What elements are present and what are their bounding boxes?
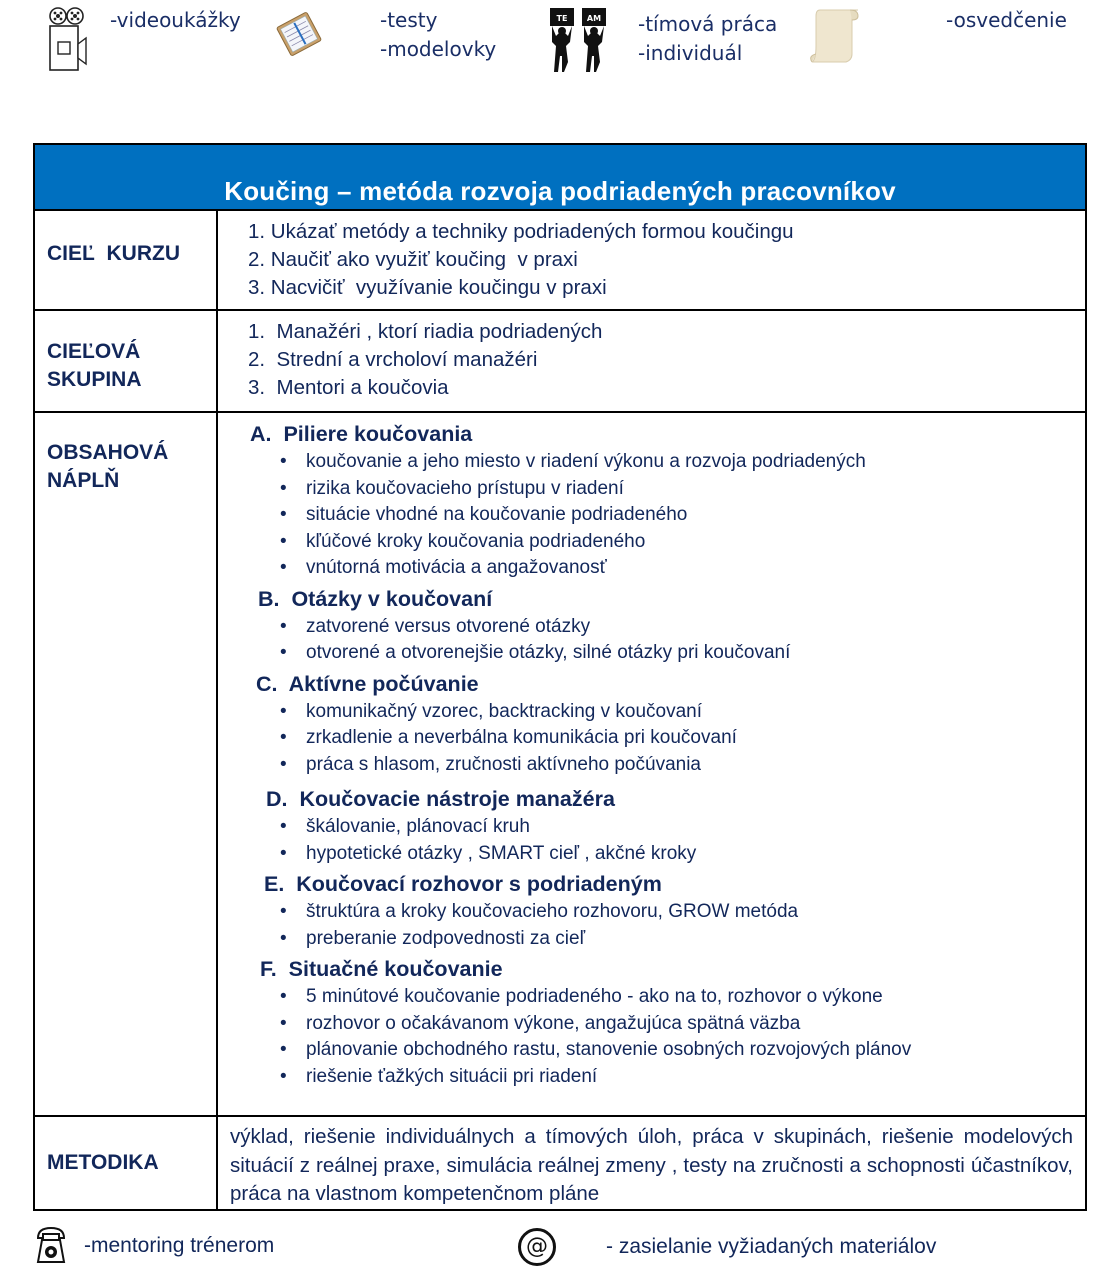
legend-models-label: -modelovky [380,37,497,61]
row-course-goal [35,211,1085,311]
list-item: 2. Naučiť ako využiť koučing v praxi [248,248,578,271]
footer-email [518,1228,936,1266]
footer-phone [36,1224,274,1268]
legend-tests [274,8,497,64]
footer-phone-label: -mentoring trénerom [84,1234,275,1257]
section-title: A. Piliere koučovania [250,422,473,446]
course-table [33,143,1087,1211]
bullet-list [266,814,1085,867]
legend-tests-label: -testy [380,8,438,32]
footer-email-label: - zasielanie vyžiadaných materiálov [606,1235,937,1258]
list-item: • rizika koučovacieho prístupu v riadení [278,476,1085,503]
legend-team [548,6,777,74]
list-item: • kľúčové kroky koučovania podriadeného [278,529,1085,556]
list-item: 3. Mentori a koučovia [248,376,449,399]
row-course-content [35,413,1085,1117]
list-item: • situácie vhodné na koučovanie podriadeného [278,502,1085,529]
section-title: E. Koučovací rozhovor s podriadeným [264,872,662,896]
list-item: 1. Manažéri , ktorí riadia podriadených [248,320,603,343]
target-group-list [218,311,1085,411]
label-line: NÁPLŇ [47,469,120,492]
label-course-content [35,413,218,1115]
section-title: D. Koučovacie nástroje manažéra [266,787,615,811]
list-item: • 5 minútové koučovanie podriadeného - ako na to, rozhovor o výkone [278,984,1085,1011]
list-item: • hypotetické otázky , SMART cieľ , akčné kroky [278,841,1085,868]
label-line: SKUPINA [47,368,142,391]
list-item: 1. Ukázať metódy a techniky podriadených formou koučingu [248,220,794,243]
bullet-list [258,614,1085,667]
bullet-list [256,699,1085,779]
course-content-sections [218,413,1085,1115]
list-item: • zrkadlenie a neverbálna komunikácia pri koučovaní [278,725,1085,752]
section-a [250,419,1085,582]
section-e [264,869,1085,952]
list-item: • otvorené a otvorenejšie otázky, silné otázky pri koučovaní [278,640,1085,667]
section-title: F. Situačné koučovanie [260,957,503,981]
at-sign-icon [518,1228,556,1266]
list-item: • plánovanie obchodného rastu, stanovenie osobných rozvojových plánov [278,1037,1085,1064]
team-sign-te: TE [556,14,568,23]
label-line: CIEĽOVÁ [47,340,141,363]
list-item: • komunikačný vzorec, backtracking v koučovaní [278,699,1085,726]
at-glyph: @ [526,1234,548,1259]
legend-team-label: -tímová práca [638,12,778,36]
team-figures-icon [548,6,610,74]
list-item: • rozhovor o očakávanom výkone, angažujúca spätná väzba [278,1011,1085,1038]
list-item: • koučovanie a jeho miesto v riadení výkonu a rozvoja podriadených [278,449,1085,476]
list-item: • riešenie ťažkých situácii pri riadení [278,1064,1085,1091]
label-line: OBSAHOVÁ [47,441,169,464]
list-item: • zatvorené versus otvorené otázky [278,614,1085,641]
section-f [260,954,1085,1090]
row-target-group [35,311,1085,413]
legend-certificate [810,6,1067,64]
list-item: • práca s hlasom, zručnosti aktívneho počúvania [278,752,1085,779]
bullet-list [250,449,1085,582]
section-c [256,669,1085,779]
list-item: • škálovanie, plánovací kruh [278,814,1085,841]
bullet-list [264,899,1085,952]
list-item: 2. Strední a vrcholoví manažéri [248,348,538,371]
section-title: C. Aktívne počúvanie [256,671,479,696]
course-goal-list [218,211,1085,309]
methodology-text: výklad, riešenie individuálnych a tímových úloh, práca v skupinách, riešenie modelových situácií z reálnej praxe, simulácia reálnej zmeny , testy na zručnosti a schopnosti účastníkov, práca na vlastnom kompetenčnom pláne [230,1125,1073,1205]
team-sign-am: AM [586,14,602,23]
bullet-list [260,984,1085,1090]
list-item: 3. Nacvičiť využívanie koučingu v praxi [248,276,607,299]
course-title: Koučing – metóda rozvoja podriadených pracovníkov [224,176,896,206]
label-course-goal: CIEĽ KURZU [35,211,218,309]
legend-certificate-label: -osvedčenie [946,8,1067,32]
legend-individual-label: -individuál [638,41,743,65]
row-methodology [35,1117,1085,1209]
section-b [258,584,1085,667]
section-d [266,784,1085,867]
list-item: • vnútorná motivácia a angažovanosť [278,555,1085,582]
list-item: • preberanie zodpovednosti za cieľ [278,926,1085,953]
section-title: B. Otázky v koučovaní [258,586,493,611]
telephone-icon [36,1224,66,1268]
film-camera-icon [48,6,90,72]
legend-video-label: -videoukážky [110,8,241,32]
list-item: • štruktúra a kroky koučovacieho rozhovoru, GROW metóda [278,899,1085,926]
label-target-group [35,311,218,411]
scroll-certificate-icon [810,6,860,64]
table-header [35,145,1085,211]
legend-video [48,6,241,72]
label-methodology: METODIKA [35,1117,218,1209]
clipboard-test-icon [274,12,324,56]
